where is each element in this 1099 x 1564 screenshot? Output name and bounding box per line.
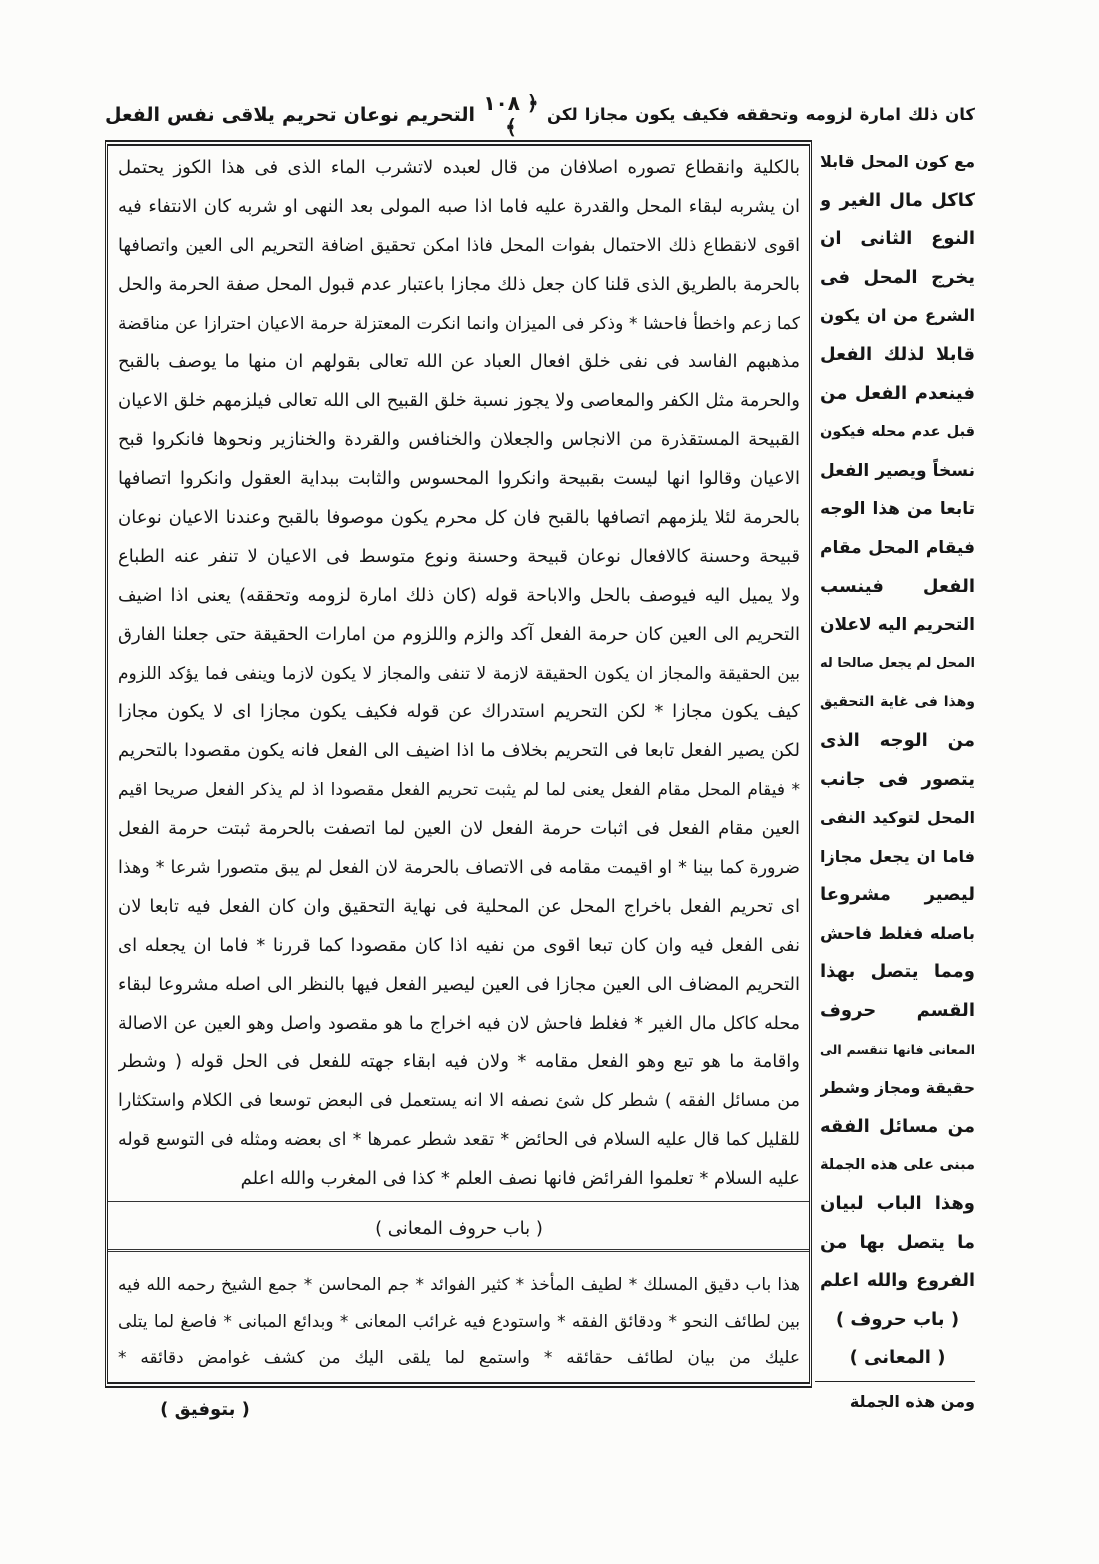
margin-line: يخرج المحل فى bbox=[820, 266, 975, 288]
section-intro-line: عليك من بيان لطائف حقائقه * واستمع لما يلقى اليك من كشف غوامض دقائقه * bbox=[118, 1348, 800, 1368]
commentary-line: للقليل كما قال عليه السلام فى الحائض * تقعد شطر عمرها * اى بعضه ومثله فى التوسع قوله bbox=[118, 1130, 800, 1151]
margin-divider bbox=[815, 1381, 975, 1382]
header-matn-left: التحريم نوعان تحريم يلاقى نفس الفعل bbox=[105, 104, 475, 126]
commentary-line: مذهبهم الفاسد فى نفى خلق افعال العباد عن الله تعالى بقولهم ان منها ما يوصف بالقبح bbox=[118, 351, 800, 373]
commentary-line: لكن يصير الفعل تابعا فى التحريم بخلاف ما اذا اضيف الى الفعل فانه يكون مقصودا بالتحريم bbox=[118, 740, 800, 762]
margin-line: المحل لتوكيد النفى bbox=[820, 808, 975, 828]
section-title: ( باب حروف المعانى ) bbox=[375, 1218, 543, 1239]
section-intro bbox=[118, 1267, 800, 1377]
margin-line: قبل عدم محله فيكون bbox=[820, 424, 975, 441]
margin-line: فينعدم الفعل من bbox=[820, 382, 975, 404]
margin-line: المعانى فانها تنقسم الى bbox=[820, 1041, 975, 1057]
commentary-line: بين الحقيقة والمجاز ان يكون الحقيقة لازمة لا تنفى والمجاز لا يكون لازما وينفى فما يؤكد اللزوم bbox=[118, 663, 800, 684]
margin-line: الشرع من ان يكون bbox=[820, 306, 975, 326]
commentary-line: بالحرمة لئلا يلزمهم اتصافها بالقبح فان كل محرم يكون موصوفا بالقبح وعندنا الاعيان نوعان bbox=[118, 507, 800, 529]
commentary-line: واقامة ما هو تبع وهو الفعل مقامه * ولان فيه ابقاء جهته للفعل فى الحل قوله ( وشطر bbox=[118, 1051, 800, 1073]
commentary-line: التحريم المضاف الى العين مجازا فى العين ليصير الفعل فيها بالنظر الى اصله مشروعا لبقاء bbox=[118, 973, 800, 995]
commentary-line: محله كاكل مال الغير * فغلط فاحش لان فيه اخراج ما هو مقصود واصل وهو العين عن الاصالة bbox=[118, 1013, 800, 1034]
margin-line: باصله فغلط فاحش bbox=[820, 923, 975, 943]
margin-line: فيقام المحل مقام bbox=[820, 537, 975, 558]
margin-line: قابلا لذلك الفعل bbox=[820, 343, 975, 365]
section-intro-line: بين لطائف النحو * ودقائق الفقه * واستودع فيه غرائب المعانى * وبدائع المبانى * فاصغ لما يتلى bbox=[118, 1311, 800, 1332]
margin-line: كاكل مال الغير و bbox=[820, 189, 975, 211]
section-intro-line: هذا باب دقيق المسلك * لطيف المأخذ * كثير الفوائد * جم المحاسن * جمع الشيخ رحمه الله فيه bbox=[118, 1275, 800, 1295]
margin-matn-column bbox=[820, 143, 975, 1378]
margin-line: وهذا فى غاية التحقيق bbox=[820, 694, 975, 711]
margin-line: حقيقة ومجاز وشطر bbox=[820, 1079, 975, 1098]
commentary-line: * فيقام المحل مقام الفعل يعنى لما لم يثبت تحريم الفعل مقصودا اذ لم يذكر الفعل صريحا اقيم bbox=[118, 780, 800, 801]
margin-line: ومما يتصل بهذا bbox=[820, 961, 975, 983]
margin-line: القسم حروف bbox=[820, 1000, 975, 1022]
commentary-line: ان يشربه لبقاء المحل والقدرة عليه فاما اذا صبه المولى بعد النهى او شربه كان الانتفاء فيه bbox=[118, 195, 800, 217]
margin-line: وهذا الباب لبيان bbox=[820, 1193, 975, 1215]
margin-chapter-heading: ( المعانى ) bbox=[849, 1347, 946, 1369]
margin-line: يتصور فى جانب bbox=[820, 768, 975, 790]
commentary-line: ضرورة كما بينا * او اقيمت مقامه فى الاتصاف بالحرمة لان الفعل لم يبق متصورا شرعا * وهذا bbox=[118, 858, 800, 879]
margin-line: النوع الثانى ان bbox=[820, 228, 975, 250]
commentary-line: كيف يكون مجازا * لكن التحريم استدراك عن قوله فكيف يكون مجازا اى لا يكون مجازا bbox=[118, 701, 800, 723]
commentary-line: العين مقام الفعل فى اثبات حرمة الفعل لان العين لما اتصفت بالحرمة ثبتت حرمة الفعل bbox=[118, 818, 800, 840]
margin-line: مبنى على هذه الجملة bbox=[820, 1157, 975, 1174]
running-header bbox=[105, 91, 975, 139]
margin-line: التحريم اليه لاعلان bbox=[820, 615, 975, 636]
commentary-line: الاعيان وقالوا انها ليست بقبيحة وانكروا المحسوس والثابت ببداية العقول وانكروا اتصافها bbox=[118, 468, 800, 490]
margin-line: المحل لم يجعل صالحا له bbox=[820, 655, 975, 671]
divider bbox=[108, 1201, 809, 1202]
catchword: ( بتوفيق ) bbox=[160, 1399, 250, 1420]
divider bbox=[108, 1249, 809, 1252]
commentary-line: اى تحريم الفعل باخراج المحل عن المحلية فى نهاية التحقيق وان كان الفعل فيه تابعا لان bbox=[118, 895, 800, 917]
margin-line: الفعل فينسب bbox=[820, 575, 975, 597]
commentary-line: التحريم الى العين كان حرمة الفعل آكد والزم واللزوم من امارات الحقيقة حتى جعلنا الفارق bbox=[118, 623, 800, 645]
commentary-text bbox=[118, 149, 800, 1199]
commentary-line: ولا يميل اليه فيوصف بالحل والاباحة قوله (كان ذلك امارة لزومه وتحققه) يعنى اذا اضيف bbox=[118, 584, 800, 606]
margin-line: من الوجه الذى bbox=[820, 729, 975, 751]
commentary-line: من مسائل الفقه ) شطر كل شئ نصفه الا انه يستعمل فى البعض توسعا فى الكلام واستكثارا bbox=[118, 1091, 800, 1112]
margin-chapter-heading: ( باب حروف ) bbox=[835, 1308, 960, 1330]
margin-continuation: ومن هذه الجملة bbox=[849, 1392, 975, 1411]
commentary-line: قبيحة وحسنة كالافعال نوعان قبيحة وحسنة ونوع متوسط فى الاعيان لا تنفر عنه الطباع bbox=[118, 545, 800, 567]
commentary-line: القبيحة المستقذرة من الانجاس والجعلان والخنافس والقردة والخنازير ونحوها فانكروا قبح bbox=[118, 429, 800, 451]
commentary-line: بالكلية وانقطاع تصوره اصلافان من قال لعبده لاتشرب الماء الذى فى هذا الكوز يحتمل bbox=[118, 157, 800, 178]
commentary-line: بالحرمة بالطريق الذى قلنا كان جعل ذلك مجازا باعتبار عدم قبول المحل صفة الحرمة والحل bbox=[118, 273, 800, 295]
margin-line: الفروع والله اعلم bbox=[820, 1271, 975, 1292]
margin-line: تابعا من هذا الوجه bbox=[820, 499, 975, 520]
commentary-line: اقوى لانقطاع ذلك الاحتمال بفوات المحل فاذا امكن تحقيق اضافة التحريم الى العين واتصافها bbox=[118, 235, 800, 256]
commentary-line: والحرمة مثل الكفر والمعاصى ولا يجوز نسبة خلق القبيح الى الله تعالى فيلزمهم خلق الاعيان bbox=[118, 390, 800, 412]
margin-line: ما يتصل بها من bbox=[820, 1231, 975, 1253]
commentary-line: كما زعم واخطأ فاحشا * وذكر فى الميزان وانما انكرت المعتزلة حرمة الاعيان احترازا عن مناقضة bbox=[118, 313, 800, 334]
margin-line: مع كون المحل قابلا bbox=[820, 152, 975, 171]
margin-line: ليصير مشروعا bbox=[820, 884, 975, 906]
margin-line: نسخاً ويصير الفعل bbox=[820, 460, 975, 481]
commentary-line: نفى الفعل فيه وان كان تبعا اقوى من نفيه اذا كان مقصودا كما قررنا * فاما ان يجعله اى bbox=[118, 934, 800, 956]
header-matn-right: كان ذلك امارة لزومه وتحققه فكيف يكون مجازا لكن bbox=[547, 105, 975, 124]
commentary-line: عليه السلام * تعلموا الفرائض فانها نصف العلم * كذا فى المغرب والله اعلم bbox=[240, 1168, 800, 1190]
margin-line: من مسائل الفقه bbox=[820, 1115, 975, 1137]
margin-line: فاما ان يجعل مجازا bbox=[820, 846, 975, 866]
page-number: ﴿ ١٠٨ ﴾ bbox=[483, 91, 539, 139]
